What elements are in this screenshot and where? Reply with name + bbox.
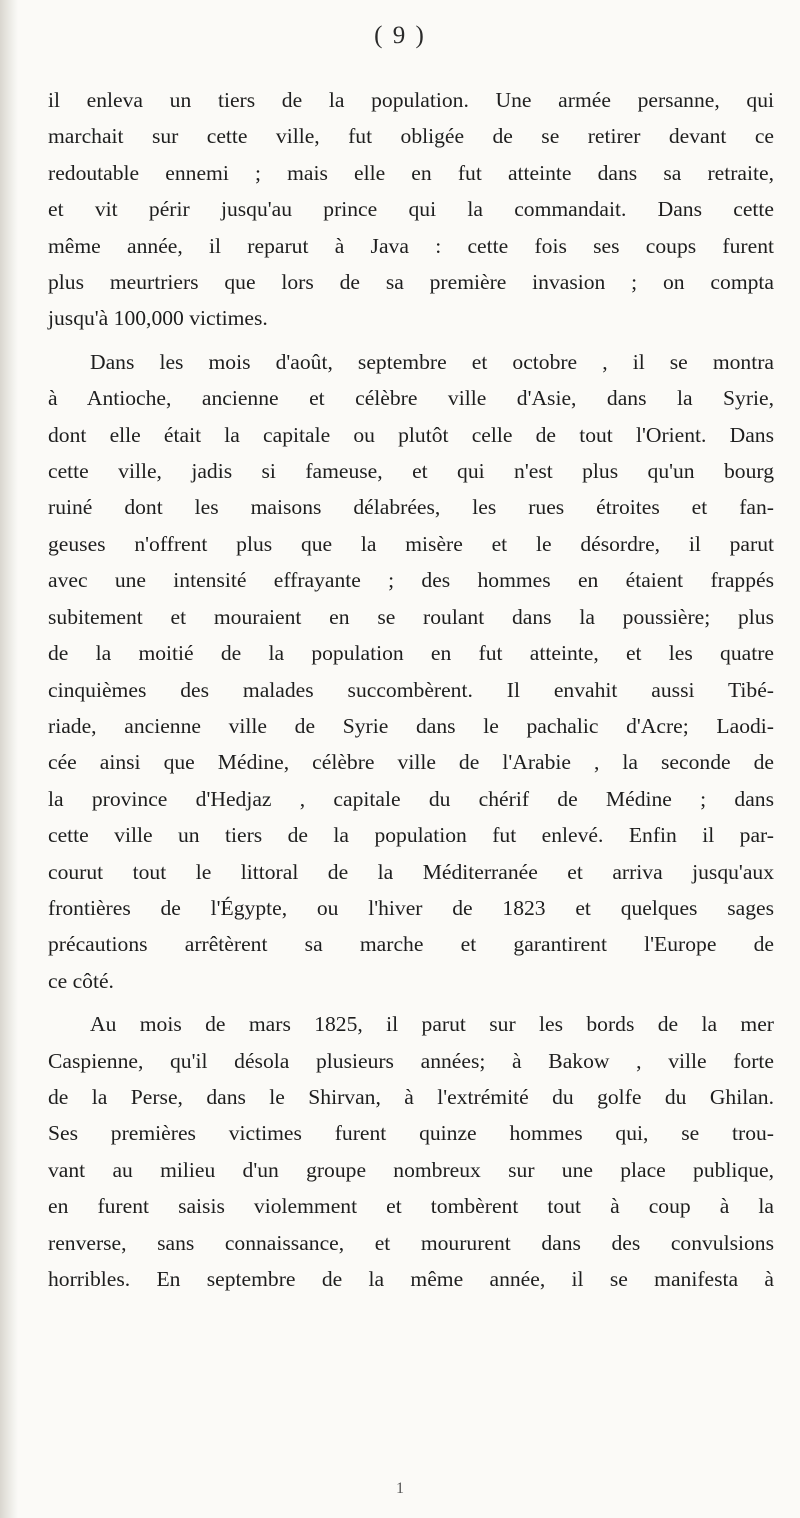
text-line: cette ville, jadis si fameuse, et qui n'est plus qu'un bourg	[48, 459, 774, 484]
text-line: cée ainsi que Médine, célèbre ville de l'Arabie , la seconde de	[48, 750, 774, 775]
page-number: ( 9 )	[374, 22, 426, 49]
text-line: de la moitié de la population en fut atteinte, et les quatre	[48, 641, 774, 666]
text-line: ruiné dont les maisons délabrées, les rues étroites et fan-	[48, 495, 774, 520]
text-line: Au mois de mars 1825, il parut sur les bords de la mer	[90, 1012, 774, 1037]
text-line: Ses premières victimes furent quinze hommes qui, se trou-	[48, 1121, 774, 1146]
text-line: de la Perse, dans le Shirvan, à l'extrémité du golfe du Ghilan.	[48, 1084, 774, 1109]
text-line: jusqu'à 100,000 victimes.	[48, 306, 268, 331]
text-line: courut tout le littoral de la Méditerranée et arriva jusqu'aux	[48, 859, 774, 884]
page-binding-shadow	[0, 0, 18, 1518]
text-line: il enleva un tiers de la population. Une armée persanne, qui	[48, 88, 774, 112]
text-line: précautions arrêtèrent sa marche et garantirent l'Europe de	[48, 932, 774, 957]
text-line: riade, ancienne ville de Syrie dans le pachalic d'Acre; Laodi-	[48, 713, 774, 738]
text-line: redoutable ennemi ; mais elle en fut atteinte dans sa retraite,	[48, 160, 774, 185]
text-line: Caspienne, qu'il désola plusieurs années; à Bakow , ville forte	[48, 1048, 774, 1073]
text-line: en furent saisis violemment et tombèrent tout à coup à la	[48, 1194, 774, 1219]
text-line: subitement et mouraient en se roulant dans la poussière; plus	[48, 604, 774, 629]
text-line: plus meurtriers que lors de sa première invasion ; on compta	[48, 270, 774, 295]
text-line: même année, il reparut à Java : cette fois ses coups furent	[48, 233, 774, 258]
text-line: renverse, sans connaissance, et moururent dans des convulsions	[48, 1230, 774, 1255]
text-line: cinquièmes des malades succombèrent. Il envahit aussi Tibé-	[48, 677, 774, 702]
signature-mark: 1	[396, 1480, 404, 1497]
text-line: horribles. En septembre de la même année, il se manifesta à	[48, 1267, 774, 1291]
text-line: geuses n'offrent plus que la misère et le désordre, il parut	[48, 531, 774, 556]
text-line: vant au milieu d'un groupe nombreux sur une place publique,	[48, 1157, 774, 1182]
text-line: cette ville un tiers de la population fut enlevé. Enfin il par-	[48, 823, 774, 848]
body-text	[48, 82, 774, 1297]
text-line: dont elle était la capitale ou plutôt celle de tout l'Orient. Dans	[48, 422, 774, 447]
text-line: Dans les mois d'août, septembre et octobre , il se montra	[90, 349, 774, 374]
text-line: la province d'Hedjaz , capitale du chérif de Médine ; dans	[48, 786, 774, 811]
text-line: à Antioche, ancienne et célèbre ville d'Asie, dans la Syrie,	[48, 386, 774, 411]
paragraph-2	[48, 344, 774, 999]
paragraph-3	[48, 1006, 774, 1297]
text-line: et vit périr jusqu'au prince qui la commandait. Dans cette	[48, 197, 774, 222]
paragraph-1	[48, 82, 774, 337]
text-line: ce côté.	[48, 968, 114, 993]
text-line: frontières de l'Égypte, ou l'hiver de 1823 et quelques sages	[48, 895, 774, 920]
text-line: avec une intensité effrayante ; des hommes en étaient frappés	[48, 568, 774, 593]
text-line: marchait sur cette ville, fut obligée de se retirer devant ce	[48, 124, 774, 149]
